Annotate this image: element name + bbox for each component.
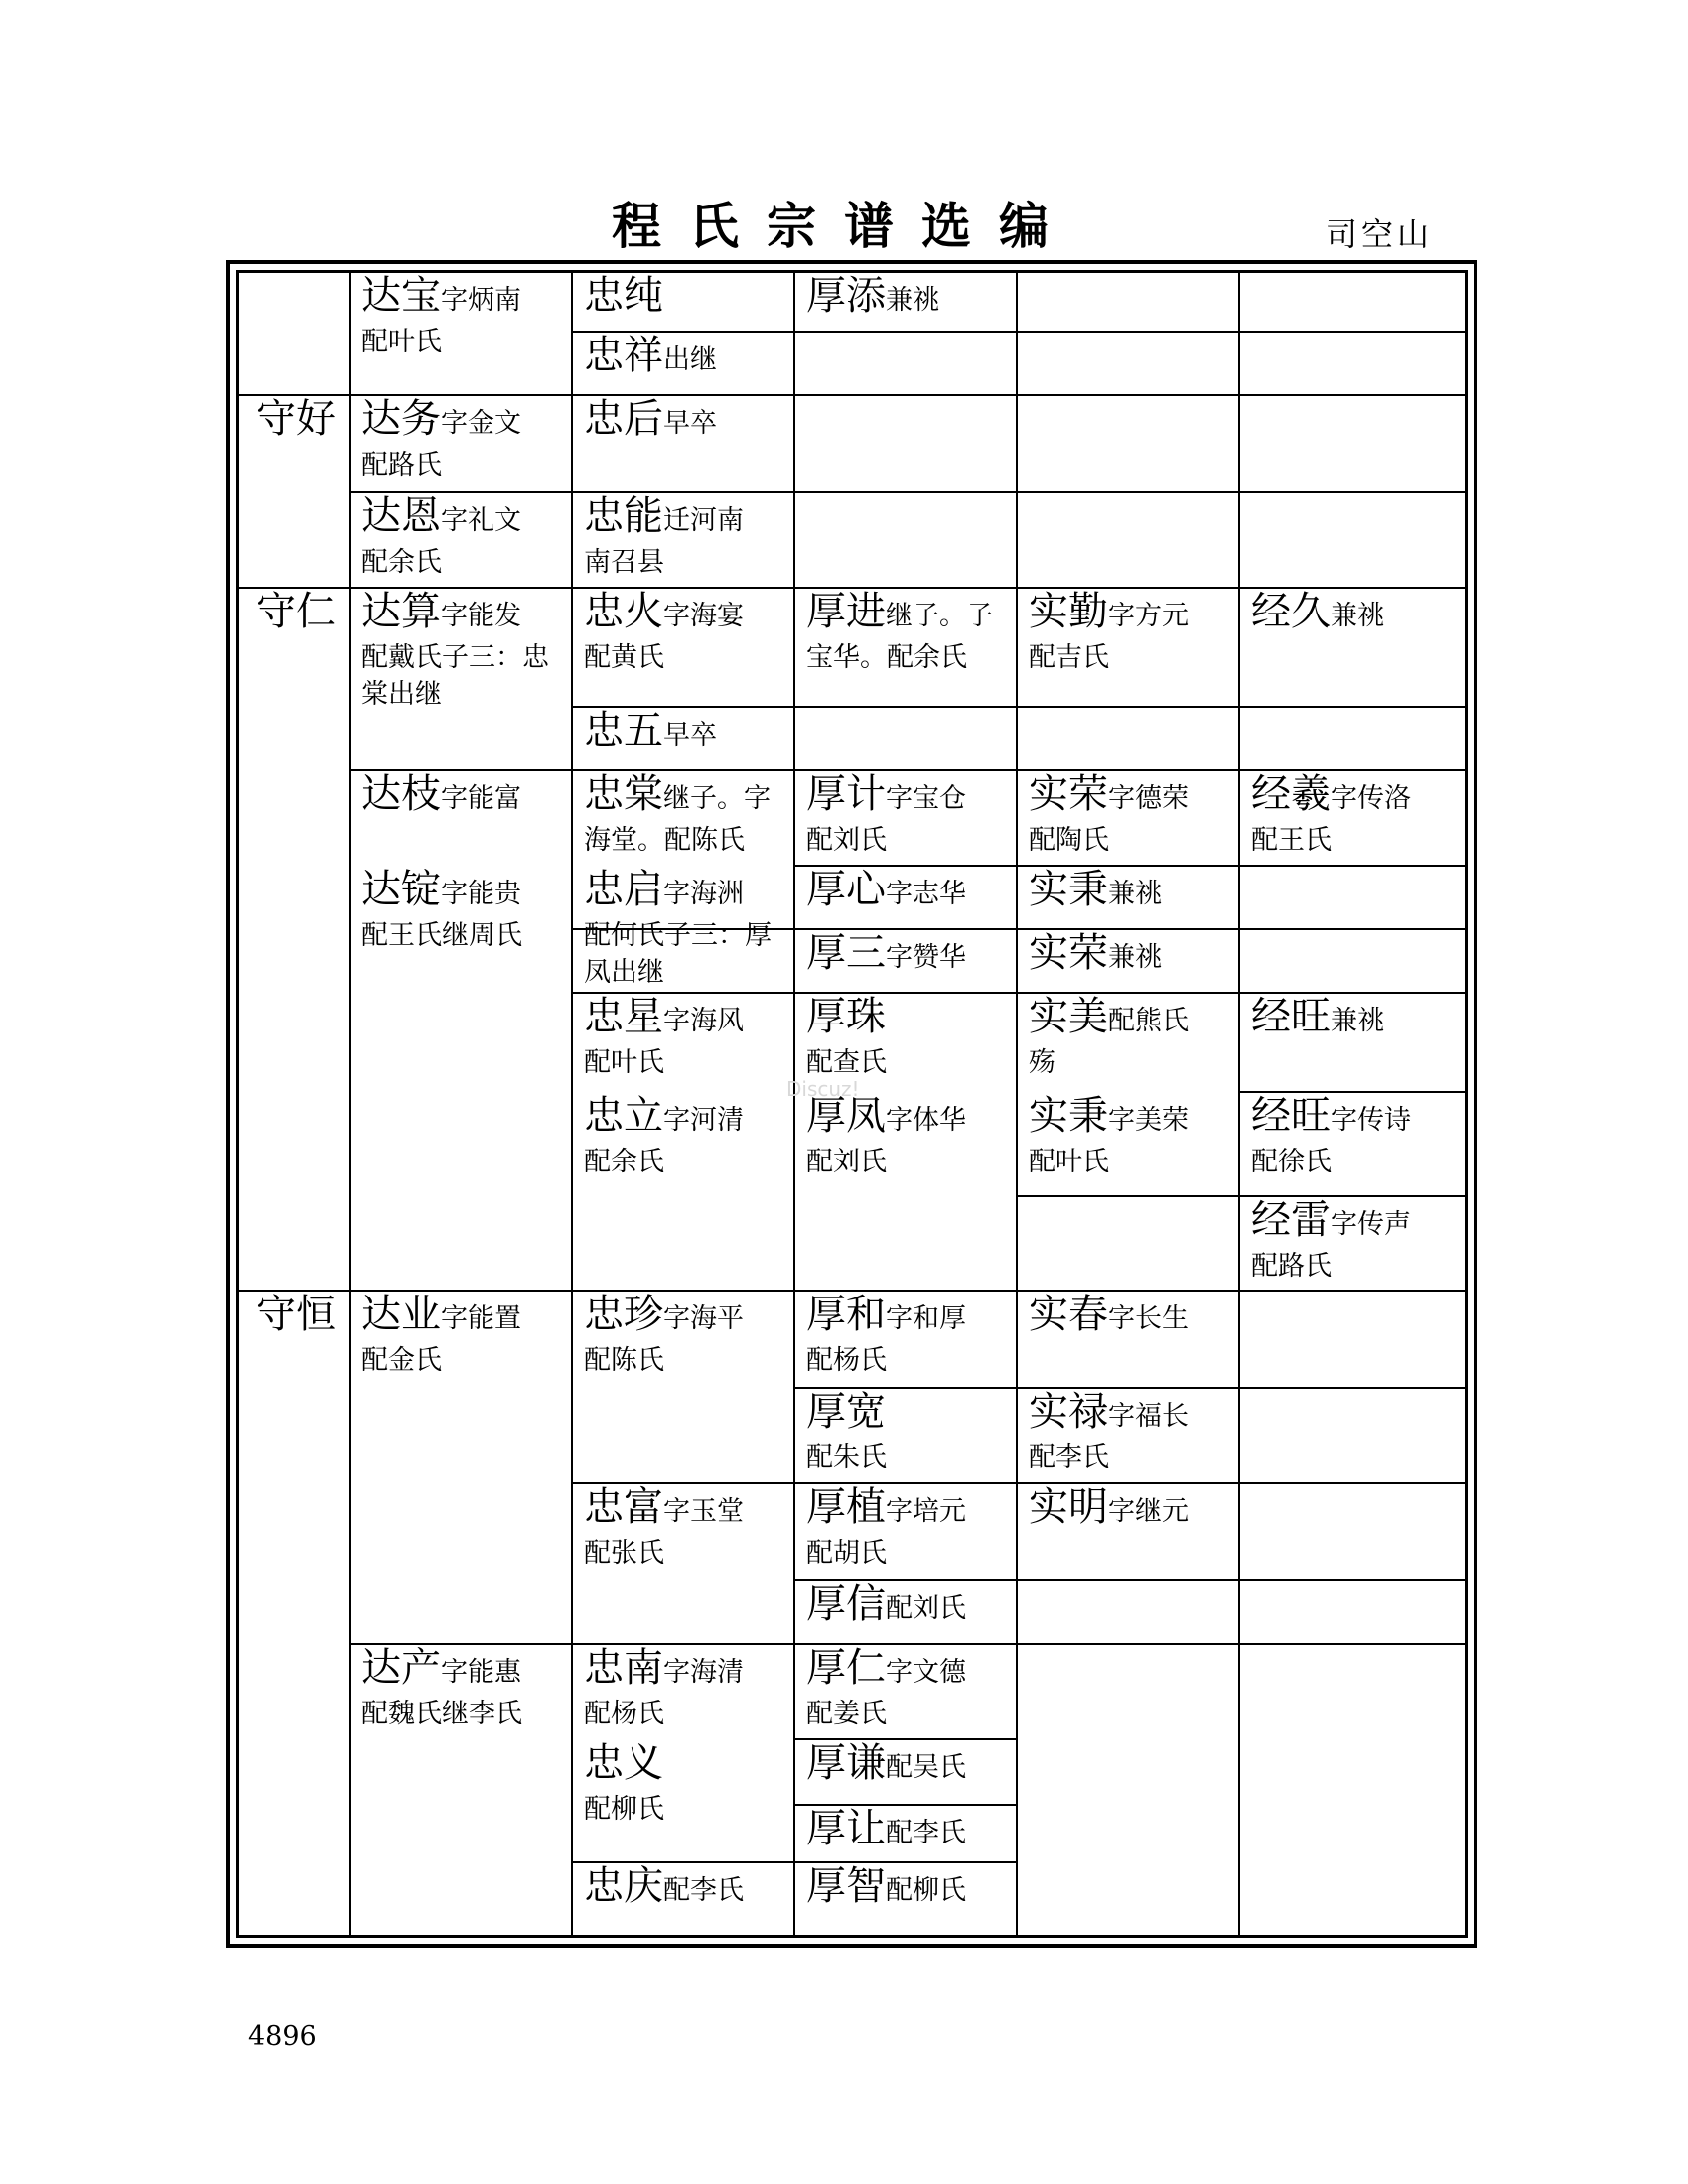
person-spouse-note: 配吉氏 — [1029, 642, 1109, 673]
person-courtesy-note: 字能惠 — [441, 1657, 521, 1688]
person-spouse-note: 配刘氏 — [806, 825, 887, 856]
person-spouse-note: 配李氏 — [1029, 1442, 1109, 1473]
person-name: 忠星 — [584, 994, 663, 1039]
person-cell — [572, 1644, 794, 1732]
person-cell — [1239, 993, 1466, 1044]
person-name: 忠棠 — [584, 771, 663, 817]
person-spouse-note: 配王氏 — [1251, 825, 1332, 856]
person-courtesy-note: 字培元 — [886, 1496, 966, 1527]
person-name: 厚心 — [806, 867, 886, 912]
person-cell — [350, 1644, 572, 1732]
person-cell — [1017, 993, 1239, 1081]
person-courtesy-note: 兼祧 — [1108, 879, 1162, 909]
person-courtesy-note: 兼祧 — [1108, 942, 1162, 973]
person-courtesy-note: 字文德 — [886, 1657, 966, 1688]
person-courtesy-note: 字玉堂 — [663, 1496, 744, 1527]
person-courtesy-note: 字方元 — [1108, 601, 1189, 631]
person-name: 厚凤 — [806, 1093, 886, 1139]
person-cell — [794, 272, 1017, 324]
person-cell — [794, 1644, 1017, 1732]
person-courtesy-note: 字福长 — [1108, 1401, 1189, 1432]
person-cell — [1017, 866, 1239, 917]
person-courtesy-note: 配李氏 — [663, 1875, 744, 1906]
person-cell — [794, 1388, 1017, 1476]
person-spouse-note: 配路氏 — [1251, 1251, 1332, 1282]
person-cell — [794, 770, 1017, 859]
person-name: 厚仁 — [806, 1645, 886, 1691]
person-name: 忠义 — [584, 1740, 663, 1786]
person-cell — [572, 866, 794, 991]
person-courtesy-note: 字河清 — [663, 1105, 744, 1136]
person-spouse-note: 配柳氏 — [584, 1794, 664, 1825]
person-courtesy-note: 字美荣 — [1108, 1105, 1189, 1136]
person-spouse-note: 殇 — [1029, 1047, 1055, 1078]
person-name: 忠南 — [584, 1645, 663, 1691]
person-cell — [572, 1483, 794, 1571]
person-courtesy-note: 字礼文 — [441, 505, 521, 536]
person-spouse-note: 配姜氏 — [806, 1699, 887, 1729]
person-courtesy-note: 配刘氏 — [886, 1593, 966, 1624]
person-courtesy-note: 配李氏 — [886, 1818, 966, 1848]
person-cell — [794, 1483, 1017, 1571]
person-name: 实禄 — [1029, 1389, 1108, 1434]
person-courtesy-note: 字海清 — [663, 1657, 744, 1688]
person-name: 达业 — [361, 1292, 441, 1337]
person-cell — [572, 272, 794, 324]
person-spouse-note: 配查氏 — [806, 1047, 887, 1078]
person-name: 厚谦 — [806, 1740, 886, 1786]
person-courtesy-note: 字金文 — [441, 408, 521, 439]
gen1-cell-shouren: 守仁 — [256, 589, 336, 634]
person-courtesy-note: 字传洛 — [1331, 783, 1411, 814]
person-cell — [572, 1862, 794, 1914]
person-name: 忠启 — [584, 867, 663, 912]
person-cell — [572, 1092, 794, 1180]
person-courtesy-note: 字能贵 — [441, 879, 521, 909]
person-courtesy-note: 配吴氏 — [886, 1752, 966, 1783]
person-spouse-note: 配叶氏 — [1029, 1147, 1109, 1177]
person-spouse-note: 南召县 — [584, 547, 664, 578]
person-cell — [794, 588, 1017, 676]
person-spouse-note: 配刘氏 — [806, 1147, 887, 1177]
person-courtesy-note: 兼祧 — [1331, 1006, 1384, 1036]
person-name: 厚让 — [806, 1806, 886, 1851]
person-courtesy-note: 字能发 — [441, 601, 521, 631]
person-name: 厚智 — [806, 1863, 886, 1909]
person-name: 实秉 — [1029, 867, 1108, 912]
person-cell — [350, 492, 572, 581]
person-name: 达恩 — [361, 493, 441, 539]
person-spouse-note: 配张氏 — [584, 1538, 664, 1569]
person-cell — [572, 332, 794, 383]
person-name: 实春 — [1029, 1292, 1108, 1337]
person-courtesy-note: 字宝仓 — [886, 783, 966, 814]
person-cell — [1017, 929, 1239, 981]
person-name: 厚植 — [806, 1484, 886, 1530]
person-courtesy-note: 早卒 — [663, 408, 717, 439]
person-cell — [1239, 1196, 1466, 1285]
person-cell — [572, 492, 794, 581]
person-cell — [350, 770, 572, 822]
person-spouse-note: 配余氏 — [361, 547, 442, 578]
person-courtesy-note: 兼祧 — [886, 285, 939, 316]
person-cell — [1017, 1483, 1239, 1535]
person-spouse-note: 配胡氏 — [806, 1538, 887, 1569]
person-courtesy-note: 字海平 — [663, 1303, 744, 1334]
person-name: 实秉 — [1029, 1093, 1108, 1139]
person-spouse-note: 配魏氏继李氏 — [361, 1699, 522, 1729]
person-name: 达务 — [361, 396, 441, 442]
person-spouse-note: 配金氏 — [361, 1345, 442, 1376]
person-courtesy-note: 字能富 — [441, 783, 521, 814]
person-courtesy-note: 兼祧 — [1331, 601, 1384, 631]
person-name: 实美 — [1029, 994, 1108, 1039]
page-title: 程氏宗谱选编 — [612, 198, 1076, 255]
person-name: 经旺 — [1251, 994, 1331, 1039]
person-name: 厚宽 — [806, 1389, 886, 1434]
person-cell — [794, 993, 1017, 1081]
person-name: 经旺 — [1251, 1093, 1331, 1139]
person-courtesy-note: 字海风 — [663, 1006, 744, 1036]
person-cell — [1239, 770, 1466, 859]
person-name: 忠富 — [584, 1484, 663, 1530]
person-spouse-note: 配戴氏子三：忠棠出继 — [361, 642, 549, 710]
person-name: 实勤 — [1029, 589, 1108, 634]
person-courtesy-note: 字传诗 — [1331, 1105, 1411, 1136]
person-name: 忠五 — [584, 708, 663, 753]
person-courtesy-note: 字传声 — [1331, 1209, 1411, 1240]
person-name: 达宝 — [361, 273, 441, 319]
person-name: 厚进 — [806, 589, 886, 634]
person-cell — [794, 1092, 1017, 1180]
person-cell — [350, 588, 572, 713]
person-cell — [572, 993, 794, 1081]
person-cell — [350, 866, 572, 954]
person-name: 忠珍 — [584, 1292, 663, 1337]
person-name: 忠能 — [584, 493, 663, 539]
person-courtesy-note: 早卒 — [663, 720, 717, 751]
person-spouse-note: 配陈氏 — [584, 1345, 664, 1376]
person-cell — [572, 588, 794, 676]
person-courtesy-note: 字海宴 — [663, 601, 744, 631]
person-courtesy-note: 继子。字 — [663, 783, 771, 814]
person-cell — [1017, 1092, 1239, 1180]
person-courtesy-note: 字海洲 — [663, 879, 744, 909]
person-name: 忠祥 — [584, 333, 663, 378]
person-cell — [794, 1739, 1017, 1791]
person-courtesy-note: 配柳氏 — [886, 1875, 966, 1906]
person-cell — [1017, 770, 1239, 859]
person-name: 忠后 — [584, 396, 663, 442]
person-name: 忠庆 — [584, 1863, 663, 1909]
person-courtesy-note: 字德荣 — [1108, 783, 1189, 814]
person-cell — [794, 1580, 1017, 1632]
person-cell — [794, 1805, 1017, 1856]
person-courtesy-note: 字长生 — [1108, 1303, 1189, 1334]
person-cell — [572, 707, 794, 758]
person-spouse-note: 配朱氏 — [806, 1442, 887, 1473]
person-name: 经雷 — [1251, 1197, 1331, 1243]
person-spouse-note: 配陶氏 — [1029, 825, 1109, 856]
location-label: 司空山 — [1326, 215, 1434, 253]
person-courtesy-note: 出继 — [663, 344, 717, 375]
person-spouse-note: 配余氏 — [584, 1147, 664, 1177]
person-courtesy-note: 字和厚 — [886, 1303, 966, 1334]
person-name: 经久 — [1251, 589, 1331, 634]
person-cell — [572, 395, 794, 447]
person-name: 厚三 — [806, 930, 886, 976]
person-spouse-note: 海堂。配陈氏 — [584, 825, 745, 856]
person-name: 厚添 — [806, 273, 886, 319]
person-cell — [794, 929, 1017, 981]
person-cell — [1239, 1092, 1466, 1180]
person-courtesy-note: 字继元 — [1108, 1496, 1189, 1527]
person-name: 达算 — [361, 589, 441, 634]
person-courtesy-note: 字体华 — [886, 1105, 966, 1136]
person-name: 厚珠 — [806, 994, 886, 1039]
person-name: 达产 — [361, 1645, 441, 1691]
person-courtesy-note: 字炳南 — [441, 285, 521, 316]
person-courtesy-note: 迁河南 — [663, 505, 744, 536]
person-name: 实荣 — [1029, 771, 1108, 817]
person-name: 忠纯 — [584, 273, 663, 319]
page-number: 4896 — [248, 2021, 317, 2052]
person-courtesy-note: 字赞华 — [886, 942, 966, 973]
person-spouse-note: 配何氏子三：厚凤出继 — [584, 920, 772, 988]
person-spouse-note: 配杨氏 — [584, 1699, 664, 1729]
person-name: 忠立 — [584, 1093, 663, 1139]
person-name: 实荣 — [1029, 930, 1108, 976]
person-name: 忠火 — [584, 589, 663, 634]
person-cell — [572, 770, 794, 859]
person-name: 厚计 — [806, 771, 886, 817]
person-spouse-note: 配王氏继周氏 — [361, 920, 522, 951]
person-spouse-note: 宝华。配余氏 — [806, 642, 967, 673]
person-courtesy-note: 字志华 — [886, 879, 966, 909]
person-courtesy-note: 配熊氏 — [1108, 1006, 1189, 1036]
person-spouse-note: 配黄氏 — [584, 642, 664, 673]
person-name: 厚和 — [806, 1292, 886, 1337]
person-spouse-note: 配叶氏 — [361, 327, 442, 357]
person-cell — [1017, 1388, 1239, 1476]
person-name: 达枝 — [361, 771, 441, 817]
watermark-text: Discuz! — [786, 1077, 860, 1101]
person-cell — [1239, 588, 1466, 639]
person-cell — [1017, 588, 1239, 676]
person-spouse-note: 配徐氏 — [1251, 1147, 1332, 1177]
person-cell — [572, 1739, 794, 1828]
person-name: 实明 — [1029, 1484, 1108, 1530]
person-spouse-note: 配叶氏 — [584, 1047, 664, 1078]
person-cell — [794, 1862, 1017, 1914]
person-cell — [794, 1291, 1017, 1379]
person-cell — [350, 272, 572, 360]
person-courtesy-note: 字能置 — [441, 1303, 521, 1334]
gen1-cell-shouhao: 守好 — [256, 396, 336, 442]
person-spouse-note: 配杨氏 — [806, 1345, 887, 1376]
person-cell — [350, 395, 572, 483]
person-cell — [1017, 1291, 1239, 1342]
person-courtesy-note: 继子。子 — [886, 601, 993, 631]
person-name: 厚信 — [806, 1581, 886, 1627]
person-spouse-note: 配路氏 — [361, 450, 442, 480]
person-cell — [572, 1291, 794, 1379]
person-cell — [794, 866, 1017, 917]
gen1-cell-shouheng: 守恒 — [256, 1292, 336, 1337]
person-name: 达锭 — [361, 867, 441, 912]
person-name: 经羲 — [1251, 771, 1331, 817]
person-cell — [350, 1291, 572, 1379]
